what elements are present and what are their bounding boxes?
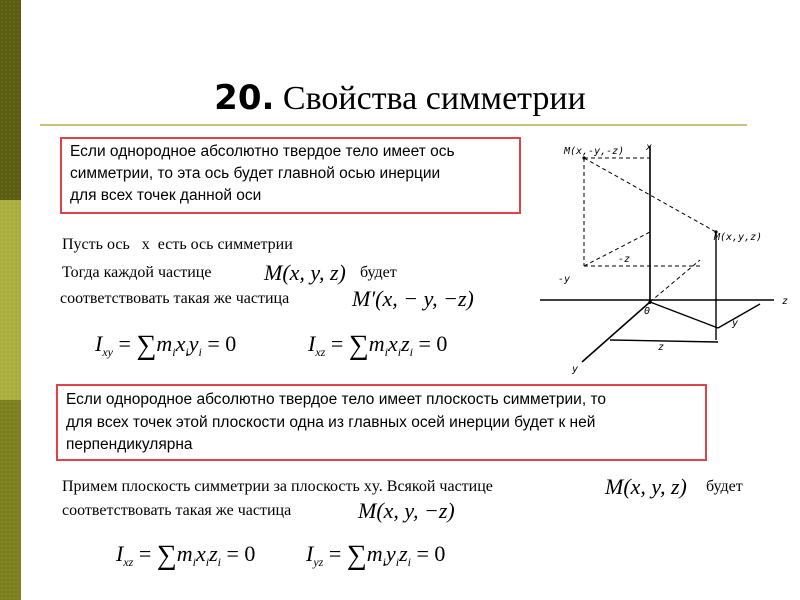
label-z-axis: z: [782, 296, 789, 307]
formula-subscript: i: [192, 555, 196, 569]
label-origin: 0: [644, 306, 651, 317]
slide-title: [0, 78, 800, 118]
title-number: 20.: [214, 78, 275, 118]
label-z-short: z: [658, 342, 665, 353]
formula-subscript: i: [198, 345, 202, 359]
particle-text: соответствовать такая же частица: [60, 290, 290, 307]
particle-text: Тогда каждой частице: [62, 264, 212, 281]
formula-subscript: i: [172, 345, 176, 359]
label-neg-z: -z: [618, 254, 631, 265]
formula-equals: = 0: [416, 541, 446, 566]
formula-symbol: z: [209, 541, 218, 566]
formula-subscript: i: [407, 555, 411, 569]
formula-symbol: I: [306, 541, 314, 566]
base-edge: [718, 304, 760, 328]
symmetry-diagram: [528, 136, 800, 380]
text-fragment: есть ось симметрии: [157, 236, 293, 253]
plane-particle-text: Примем плоскость симметрии за плоскость xy. Всякой частице: [62, 478, 493, 495]
y-axis-line: [582, 302, 650, 362]
formula-subscript: i: [185, 345, 189, 359]
axis-symbol: x: [141, 236, 150, 253]
plane-particle-text: будет: [706, 478, 743, 495]
formula-subscript: xy: [102, 345, 113, 359]
point-coords: x, y, z: [630, 474, 680, 499]
label-M: M(x,y,z): [714, 232, 763, 243]
formula-symbol: m: [368, 331, 385, 356]
formula-subscript: i: [382, 555, 386, 569]
statement-line: для всех точек этой плоскости одна из главных осей инерции будет к ней: [66, 413, 596, 431]
label-x-axis: x: [646, 142, 653, 153]
formula-symbol: y: [385, 541, 396, 566]
formula-symbol: I: [95, 331, 103, 356]
axis-symmetry-statement-box: [60, 137, 521, 214]
axis-assumption-text: [62, 236, 293, 254]
formula-symbol: m: [156, 331, 173, 356]
formula-subscript: xz: [315, 345, 326, 359]
plane-particle-text: соответствовать такая же частица: [62, 502, 292, 519]
formula-Ixz: $I_{xz} = \sum m_ix_iz_i = 0$: [308, 330, 448, 361]
label-y-axis: y: [572, 364, 579, 375]
sum-symbol: ∑: [346, 540, 367, 571]
formula-point-M-2: M(x, y, z): [605, 474, 687, 499]
formula-symbol: x: [387, 331, 398, 356]
label-neg-y: -y: [558, 274, 571, 285]
formula-subscript: i: [384, 345, 388, 359]
statement-line: для всех точек данной оси: [70, 187, 262, 204]
label-y-short: y: [732, 318, 739, 329]
formula-equals: = 0: [207, 331, 237, 356]
sum-symbol: ∑: [348, 330, 369, 361]
label-M-prime: M(x,-y,-z): [564, 146, 625, 157]
formula-equals: = 0: [418, 331, 448, 356]
title-divider: [40, 124, 747, 126]
formula-subscript: i: [409, 345, 413, 359]
point-name: M′: [352, 286, 376, 311]
title-text: Свойства симметрии: [282, 80, 586, 117]
formula-symbol: x: [175, 331, 186, 356]
point-coords: x, − y, −z: [382, 286, 467, 311]
formula-symbol: I: [116, 541, 124, 566]
formula-point-M: M(x, y, z): [264, 260, 346, 285]
point-name: M: [605, 474, 624, 499]
formula-symbol: x: [195, 541, 206, 566]
formula-symbol: m: [366, 541, 383, 566]
formula-subscript: yz: [313, 555, 324, 569]
base-edge: [650, 302, 718, 328]
text-fragment: Пусть ось: [62, 236, 130, 253]
formula-Iyz: $I_{yz} = \sum m_iy_iz_i = 0$: [306, 540, 446, 571]
origin-point: [648, 300, 651, 303]
point-coords: x, y, −z: [383, 498, 448, 523]
formula-symbol: z: [401, 331, 410, 356]
formula-subscript: i: [205, 555, 210, 569]
particle-text: будет: [360, 264, 397, 281]
formula-equals: = 0: [226, 541, 256, 566]
statement-line: Если однородное абсолютно твердое тело имеет плоскость симметрии, то: [66, 391, 606, 408]
formula-subscript: i: [217, 555, 221, 569]
sum-symbol: ∑: [136, 330, 157, 361]
formula-point-M-mirror: M(x, y, −z): [358, 498, 455, 523]
statement-line: симметрии, то эта ось будет главной осью инерции: [70, 165, 441, 182]
point-name: M: [358, 498, 377, 523]
formula-Ixz-plane: $I_{xz} = \sum m_ix_iz_i = 0$: [116, 540, 256, 571]
point-coords: x, y, z: [289, 260, 339, 285]
formula-subscript: i: [395, 555, 400, 569]
formula-point-M-prime: M′(x, − y, −z): [352, 286, 474, 311]
formula-subscript: i: [397, 345, 402, 359]
statement-line: перпендикулярна: [66, 436, 193, 453]
plane-symmetry-statement-box: [56, 384, 707, 461]
formula-symbol: y: [188, 331, 199, 356]
statement-line: Если однородное абсолютно твердое тело имеет ось: [70, 143, 455, 160]
formula-symbol: z: [399, 541, 408, 566]
neg-y-edge: [584, 232, 650, 266]
point-name: M: [264, 260, 283, 285]
formula-Ixy: $I_{xy} = \sum m_ix_iy_i = 0$: [95, 330, 237, 361]
formula-symbol: I: [308, 331, 316, 356]
formula-subscript: xz: [123, 555, 134, 569]
formula-symbol: m: [176, 541, 193, 566]
sum-symbol: ∑: [156, 540, 177, 571]
